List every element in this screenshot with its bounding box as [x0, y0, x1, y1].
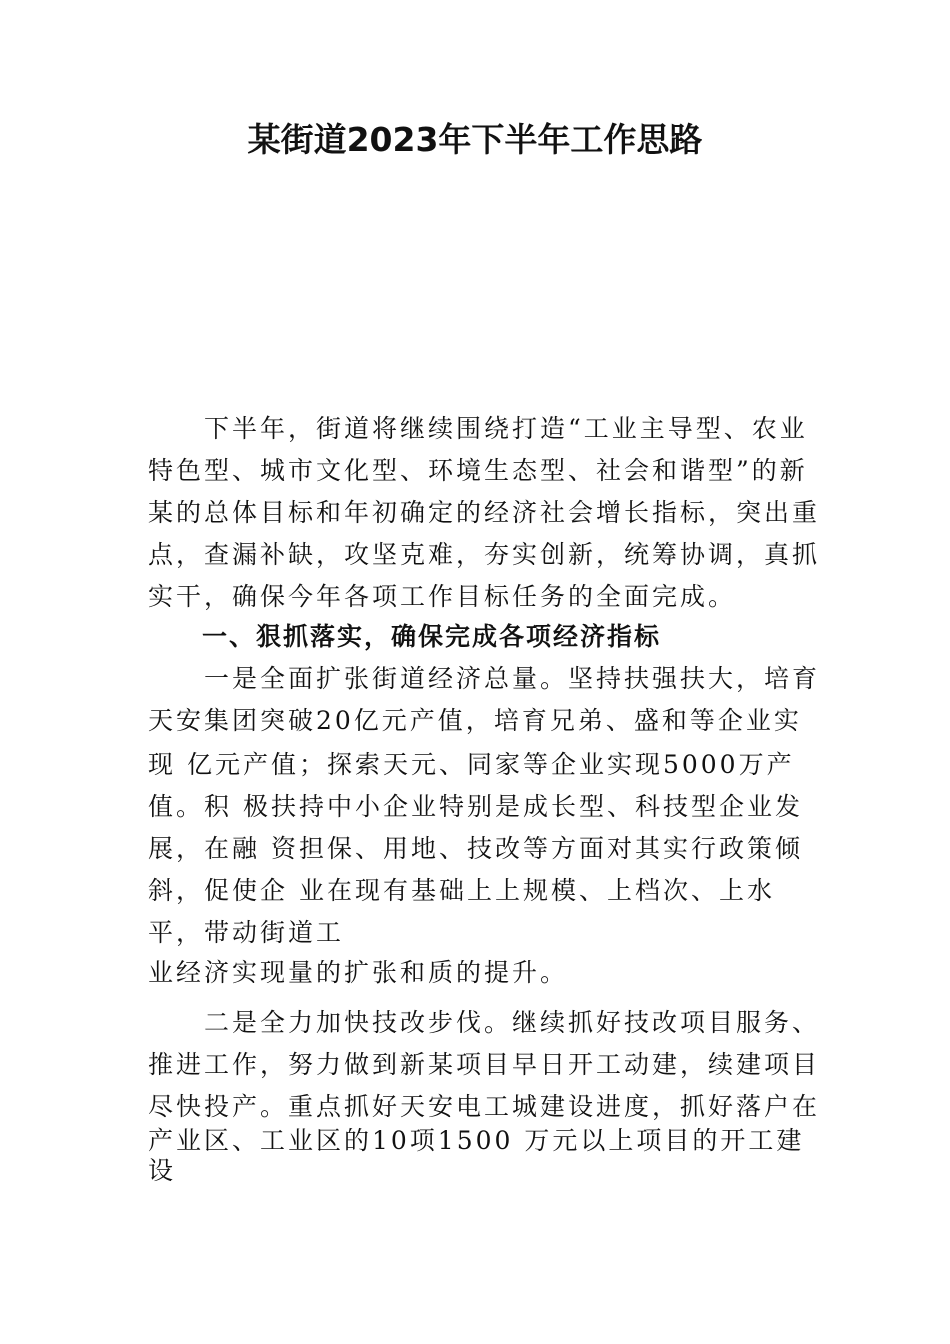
body-line: 设	[148, 1156, 177, 1185]
body-line: 值。积 极扶持中小企业特别是成长型、科技型企业发	[148, 792, 803, 821]
body-line: 一是全面扩张街道经济总量。坚持扶强扶大，培育	[148, 664, 821, 693]
body-line: 产业区、工业区的10项1500 万元以上项目的开工建	[148, 1126, 805, 1155]
body-line: 二是全力加快技改步伐。继续抓好技改项目服务、	[148, 1008, 821, 1037]
body-line: 点，查漏补缺，攻坚克难，夯实创新，统筹协调，真抓	[148, 540, 821, 569]
body-line: 天安集团突破20亿元产值，培育兄弟、盛和等企业实	[148, 706, 802, 735]
body-line: 现 亿元产值；探索天元、同家等企业实现5000万产	[148, 750, 795, 779]
body-line: 尽快投产。重点抓好天安电工城建设进度，抓好落户在	[148, 1092, 821, 1121]
body-line: 某的总体目标和年初确定的经济社会增长指标，突出重	[148, 498, 821, 527]
body-line: 展，在融 资担保、用地、技改等方面对其实行政策倾	[148, 834, 803, 863]
body-line: 推进工作，努力做到新某项目早日开工动建，续建项目	[148, 1050, 821, 1079]
body-line: 业经济实现量的扩张和质的提升。	[148, 958, 569, 987]
section-heading: 一、狠抓落实，确保完成各项经济指标	[148, 622, 662, 651]
body-line: 下半年，街道将继续围绕打造“工业主导型、农业	[148, 414, 808, 443]
body-line: 斜，促使企 业在现有基础上上规模、上档次、上水	[148, 876, 775, 905]
document-title: 某街道2023年下半年工作思路	[247, 120, 703, 159]
body-line: 实干，确保今年各项工作目标任务的全面完成。	[148, 582, 737, 611]
body-line: 特色型、城市文化型、环境生态型、社会和谐型”的新	[148, 456, 808, 485]
body-line: 平，带动街道工	[148, 918, 345, 947]
